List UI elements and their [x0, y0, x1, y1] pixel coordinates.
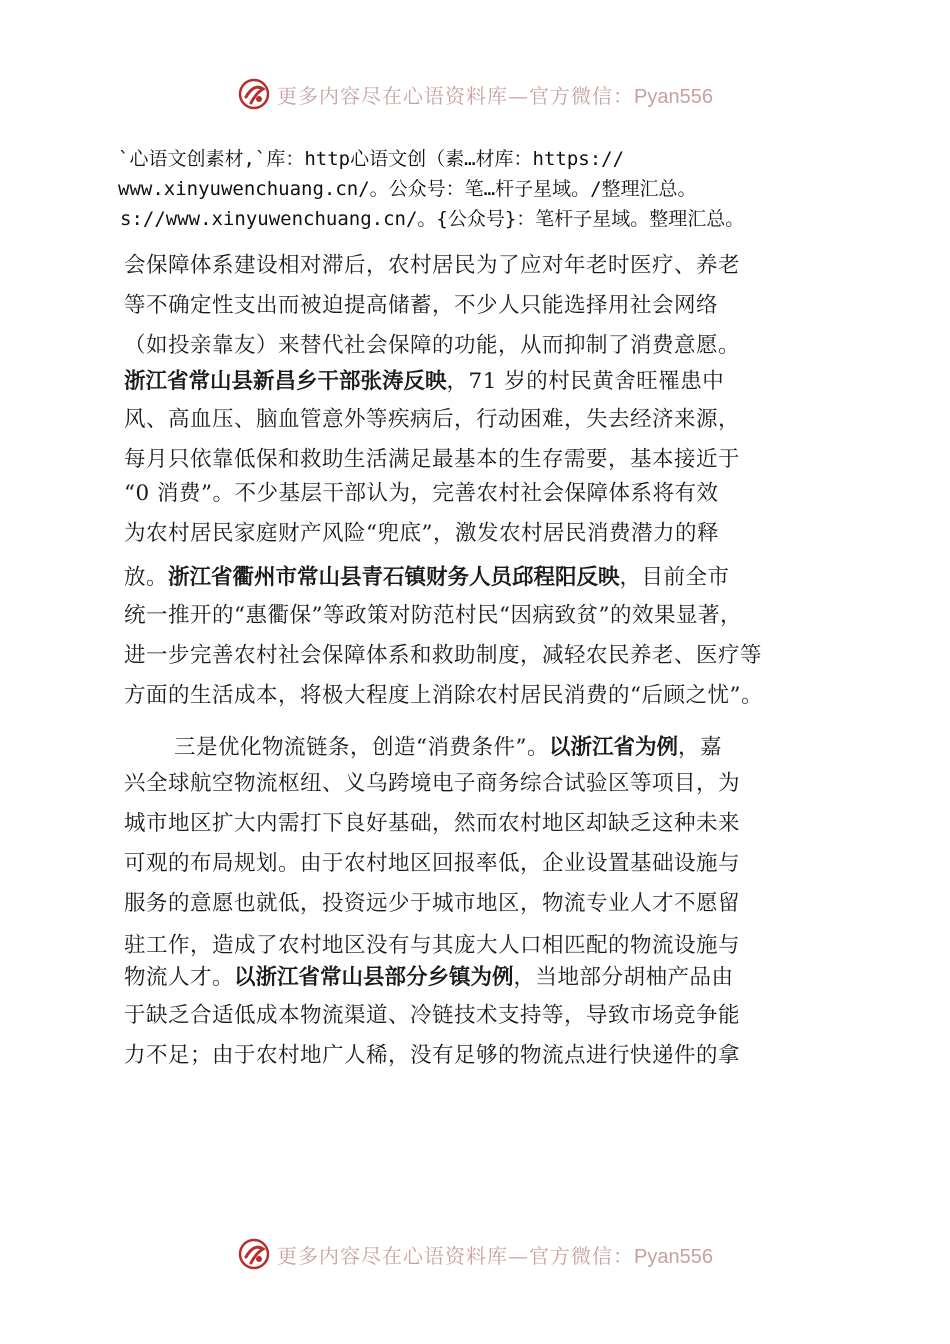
logo-icon: [237, 1237, 271, 1271]
watermark-line-3: s://www.xinyuwenchuang.cn/。{公众号}：笔杆子星域。整理汇总。: [120, 208, 745, 230]
banner-text: 更多内容尽在心语资料库—官方微信：Pyan556: [277, 83, 713, 108]
body-line: 每月只依靠低保和救助生活满足最基本的生存需要，基本接近于: [124, 447, 741, 472]
banner-text: 更多内容尽在心语资料库—官方微信：Pyan556: [277, 1243, 713, 1268]
body-line: 等不确定性支出而被迫提高储蓄，不少人只能选择用社会网络: [124, 293, 719, 318]
bold-source: 浙江省衢州市常山县青石镇财务人员邱程阳反映: [168, 565, 620, 590]
body-line: 会保障体系建设相对滞后，农村居民为了应对年老时医疗、养老: [124, 253, 741, 278]
body-line: 可观的布局规划。由于农村地区回报率低，企业设置基础设施与: [124, 851, 741, 876]
bold-source: 以浙江省为例: [549, 735, 679, 760]
footer-banner: [0, 1232, 950, 1276]
header-banner: [0, 72, 950, 116]
body-line: 于缺乏合适低成本物流渠道、冷链技术支持等，导致市场竞争能: [124, 1003, 741, 1028]
bold-source: 以浙江省常山县部分乡镇为例: [234, 965, 514, 990]
body-line: 城市地区扩大内需打下良好基础，然而农村地区却缺乏这种未来: [124, 811, 741, 836]
body-line: 进一步完善农村社会保障体系和救助制度，减轻农民养老、医疗等: [124, 643, 763, 668]
body-line: 方面的生活成本，将极大程度上消除农村居民消费的“后顾之忧”。: [124, 683, 763, 708]
body-line: 驻工作，造成了农村地区没有与其庞大人口相匹配的物流设施与: [124, 933, 741, 958]
body-line: 力不足；由于农村地广人稀，没有足够的物流点进行快递件的拿: [124, 1043, 741, 1068]
watermark-line-2: www.xinyuwenchuang.cn/。公众号：笔…杆子星域。/整理汇总。: [118, 178, 697, 200]
body-line: 统一推开的“惠衢保”等政策对防范村民“因病致贫”的效果显著，: [124, 603, 742, 628]
body-line: 风、高血压、脑血管意外等疾病后，行动困难，失去经济来源，: [124, 407, 741, 432]
body-line: 兴全球航空物流枢纽、义乌跨境电子商务综合试验区等项目，为: [124, 771, 741, 796]
body-line: 放。浙江省衢州市常山县青石镇财务人员邱程阳反映，目前全市: [124, 565, 730, 590]
body-line: 服务的意愿也就低，投资远少于城市地区，物流专业人才不愿留: [124, 891, 741, 916]
body-line: 浙江省常山县新昌乡干部张涛反映，71 岁的村民黄舍旺罹患中: [124, 369, 725, 394]
body-line: 三是优化物流链条，创造“消费条件”。以浙江省为例，嘉: [174, 735, 723, 760]
body-line: 物流人才。以浙江省常山县部分乡镇为例，当地部分胡柚产品由: [124, 965, 734, 990]
body-line: “0 消费”。不少基层干部认为，完善农村社会保障体系将有效: [124, 481, 719, 506]
body-line: （如投亲靠友）来替代社会保障的功能，从而抑制了消费意愿。: [124, 333, 741, 358]
watermark-line-1: `心语文创素材,`库：http心语文创（素…材库：https://: [118, 148, 625, 170]
logo-icon: [237, 77, 271, 111]
bold-source: 浙江省常山县新昌乡干部张涛反映: [124, 369, 447, 394]
body-line: 为农村居民家庭财产风险“兜底”，激发农村居民消费潜力的释: [124, 521, 719, 546]
